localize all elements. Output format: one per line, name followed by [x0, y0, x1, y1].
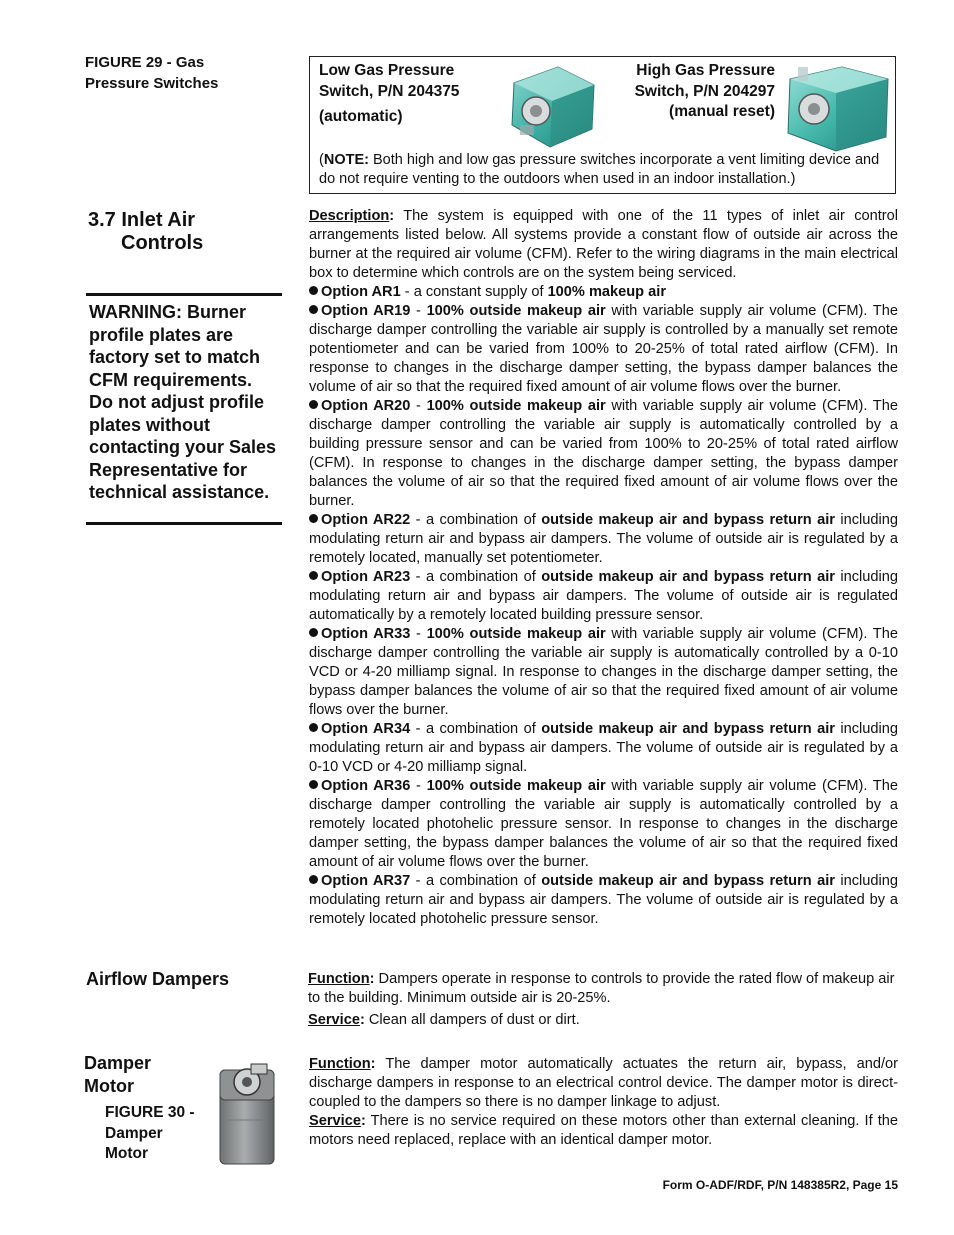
option-name: Option AR1	[321, 284, 401, 300]
high-switch-type: (manual reset)	[669, 103, 775, 120]
option-air-type: outside makeup air and bypass return air	[541, 512, 835, 528]
gas-pressure-switch-box	[309, 56, 896, 194]
function-text: Dampers operate in response to controls to provide the rated flow of makeup air to the building. Minimum outside air is 20-25%.	[308, 971, 895, 1006]
option-description: with variable supply air volume (CFM). The discharge damper controlling the variable air supply is automatically controlled by a building pressure sensor and can be varied from 100% to 20-25% of total rated airflow (CFM). In response to changes in the discharge damper setting, the bypass damper balances the volume of air so that the required fixed amount of air volume flows over the burner.	[309, 398, 898, 509]
option-air-type: outside makeup air and bypass return air	[541, 569, 835, 585]
service-label: Service	[309, 1113, 361, 1129]
option-name: Option AR36	[321, 778, 411, 794]
option-name: Option AR34	[321, 721, 411, 737]
option-description: including modulating return air and bypass air dampers. The volume of outside air is regulated by a 0-10 VCD or 4-20 milliamp signal.	[309, 721, 898, 775]
option-description: with variable supply air volume (CFM). The discharge damper controlling the variable air supply is automatically controlled by a 0-10 VCD or 4-20 milliamp signal. In response to changes in the discharge damper setting, the bypass damper balances the volume of air so that the required fixed amount of air volume flows over the burner.	[309, 626, 898, 718]
airflow-dampers-heading: Airflow Dampers	[86, 969, 230, 989]
option-connector: - a combination of	[410, 569, 542, 585]
option-description: including modulating return air and bypass air dampers. The volume of outside air is regulated by a remotely located photohelic pressure sensor.	[309, 873, 898, 927]
option-connector: -	[410, 303, 427, 319]
section-heading-line: Controls	[121, 232, 204, 254]
option-air-type: outside makeup air and bypass return air	[541, 721, 835, 737]
description-text: The system is equipped with one of the 11 types of inlet air control arrangements listed below. All systems provide a constant flow of outside air across the burner at the required air volume (CFM). Refer to the wiring diagrams in the main electrical box to determine which controls are on the system being serviced.	[309, 208, 898, 281]
option-name: Option AR37	[321, 873, 411, 889]
section-heading-inlet-air-controls	[88, 209, 278, 255]
option-description: including modulating return air and bypass air dampers. The volume of outside air is regulated automatically by a remotely located building pressure sensor.	[309, 569, 898, 623]
option-name: Option AR23	[321, 569, 411, 585]
option-item	[309, 302, 898, 397]
low-switch-part-number: Switch, P/N 204375	[319, 82, 460, 100]
bullet-icon	[309, 780, 318, 789]
function-label: Function	[309, 1056, 371, 1072]
bullet-icon	[309, 514, 318, 523]
high-gas-switch-label	[615, 61, 775, 123]
airflow-dampers-text	[308, 970, 898, 1030]
option-description: with variable supply air volume (CFM). The discharge damper controlling the variable air supply is automatically controlled by a remotely located photohelic pressure sensor. In response to changes in the discharge damper setting, the bypass damper balances the volume of air so that the required fixed amount of air volume flows over the burner.	[309, 778, 898, 870]
low-gas-switch-image	[506, 63, 598, 154]
option-air-type: 100% outside makeup air	[426, 626, 606, 642]
page-footer: Form O-ADF/RDF, P/N 148385R2, Page 15	[662, 1178, 898, 1192]
high-switch-part-number: Switch, P/N 204297	[634, 82, 775, 100]
option-air-type: 100% outside makeup air	[426, 398, 606, 414]
bullet-icon	[309, 305, 318, 314]
damper-motor-heading-line: Damper	[84, 1053, 152, 1073]
service-text: Clean all dampers of dust or dirt.	[364, 1012, 580, 1028]
note-text: Both high and low gas pressure switches incorporate a vent limiting device and do not require venting to the outdoors when used in an indoor installation.)	[319, 152, 880, 187]
section-heading-line: 3.7 Inlet Air	[88, 209, 196, 231]
figure-29-caption-line: FIGURE 29 - Gas	[85, 54, 205, 71]
bullet-icon	[309, 286, 318, 295]
option-item	[309, 720, 898, 777]
figure-30-caption	[105, 1103, 215, 1165]
option-connector: -	[410, 778, 427, 794]
option-connector: - a combination of	[410, 873, 542, 889]
function-text: The damper motor automatically actuates the return air, bypass, and/or discharge dampers in response to an electrical control device. The damper motor is direct-coupled to the dampers so there is no damper linkage to adjust.	[309, 1056, 898, 1110]
bullet-icon	[309, 723, 318, 732]
note-label: NOTE:	[323, 152, 369, 168]
airflow-function: Function: Dampers operate in response to controls to provide the rated flow of makeup air to the building. Minimum outside air is 20-25%.	[308, 971, 895, 1006]
option-connector: -	[410, 626, 427, 642]
option-air-type: 100% outside makeup air	[426, 303, 606, 319]
option-name: Option AR33	[321, 626, 411, 642]
option-item	[309, 283, 898, 302]
option-description: with variable supply air volume (CFM). The discharge damper controlling the variable air supply is controlled by a manually set remote potentiometer and can be varied from 100% to 20-25% of total rated airflow (CFM). In response to changes in the discharge damper setting, the bypass damper balances the volume of air so that the required fixed amount of air volume flows over the burner.	[309, 303, 898, 395]
damper-motor-text	[309, 1055, 898, 1150]
damper-motor-service: Service: There is no service required on these motors other than external cleaning. If the motors need replaced, replace with an identical damper motor.	[309, 1113, 898, 1148]
option-item	[309, 397, 898, 511]
bullet-icon	[309, 400, 318, 409]
figure-29-caption-line: Pressure Switches	[85, 75, 219, 92]
option-connector: - a combination of	[410, 721, 542, 737]
low-switch-type: (automatic)	[319, 108, 403, 125]
function-label: Function	[308, 971, 370, 987]
bullet-icon	[309, 571, 318, 580]
option-item	[309, 872, 898, 929]
gas-switch-note: (NOTE: Both high and low gas pressure switches incorporate a vent limiting device and do not require venting to the outdoors when used in an indoor installation.)	[319, 152, 880, 187]
figure-30-caption-line: FIGURE 30 -	[105, 1104, 195, 1121]
warning-box	[86, 293, 282, 525]
option-item	[309, 568, 898, 625]
option-item	[309, 511, 898, 568]
option-name: Option AR19	[321, 303, 411, 319]
damper-motor-function: Function: The damper motor automatically actuates the return air, bypass, and/or discharge dampers in response to an electrical control device. The damper motor is direct-coupled to the dampers so there is no damper linkage to adjust.	[309, 1056, 898, 1110]
low-gas-switch-label	[319, 61, 499, 128]
damper-motor-heading-line: Motor	[84, 1076, 134, 1096]
option-connector: - a combination of	[410, 512, 542, 528]
option-item	[309, 777, 898, 872]
option-connector: - a constant supply of	[400, 284, 548, 300]
figure-29-caption	[85, 52, 275, 94]
option-item	[309, 625, 898, 720]
warning-text: WARNING: Burner profile plates are factory set to match CFM requirements. Do not adjust profile plates without contacting your Sales Representative for technical assistance.	[89, 302, 277, 502]
bullet-icon	[309, 875, 318, 884]
service-label: Service	[308, 1012, 360, 1028]
option-name: Option AR22	[321, 512, 411, 528]
option-name: Option AR20	[321, 398, 411, 414]
high-switch-line: High Gas Pressure	[636, 62, 775, 79]
high-gas-switch-image	[784, 63, 894, 158]
description-label: Description	[309, 208, 390, 224]
damper-motor-heading	[84, 1052, 194, 1098]
option-air-type: 100% outside makeup air	[426, 778, 606, 794]
option-air-type: outside makeup air and bypass return air	[541, 873, 835, 889]
option-connector: -	[410, 398, 427, 414]
low-switch-line: Low Gas Pressure	[319, 62, 455, 79]
airflow-service: Service: Clean all dampers of dust or dirt.	[308, 1012, 580, 1028]
figure-30-caption-line: Motor	[105, 1145, 149, 1162]
figure-30-caption-line: Damper	[105, 1124, 163, 1142]
service-text: There is no service required on these motors other than external cleaning. If the motors need replaced, replace with an identical damper motor.	[309, 1113, 898, 1148]
description-paragraph: Description: The system is equipped with one of the 11 types of inlet air control arrangements listed below. All systems provide a constant flow of outside air across the burner at the required air volume (CFM). Refer to the wiring diagrams in the main electrical box to determine which controls are on the system being serviced.	[309, 208, 898, 281]
damper-motor-image	[217, 1060, 277, 1171]
option-description: including modulating return air and bypass air dampers. The volume of outside air is regulated by a remotely located, manually set potentiometer.	[309, 512, 898, 566]
inlet-air-description	[309, 207, 898, 929]
bullet-icon	[309, 628, 318, 637]
option-air-type: 100% makeup air	[547, 284, 667, 300]
